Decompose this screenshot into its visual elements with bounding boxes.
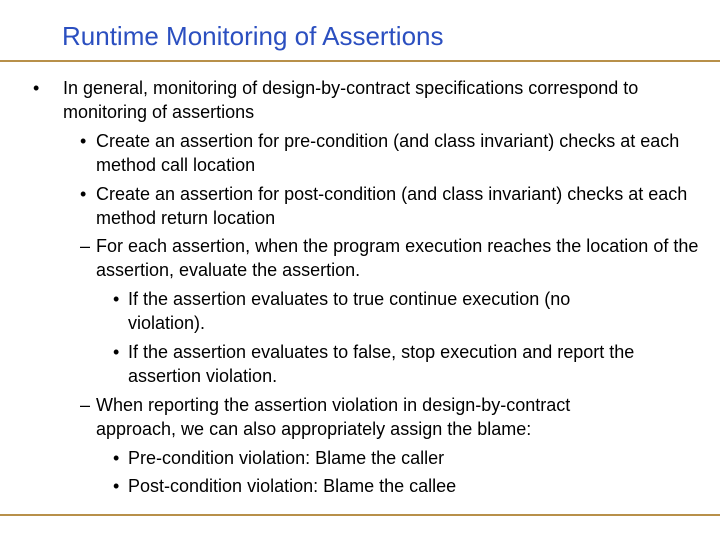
bullet-text: For each assertion, when the program execution reaches the location of the assertion, evaluate the assertion. (96, 236, 699, 280)
bullet-item (113, 287, 628, 335)
bullet-marker: • (113, 342, 120, 362)
bullet-text: Post-condition violation: Blame the callee (128, 476, 457, 496)
bullet-text: Create an assertion for post-condition (and class invariant) checks at each method return location (96, 184, 688, 228)
bullet-marker: • (80, 131, 87, 151)
bullet-marker: • (113, 289, 120, 309)
bullet-item (80, 393, 636, 441)
footer-divider (0, 514, 720, 516)
bullet-item (113, 340, 668, 388)
bullet-item (80, 129, 706, 177)
bullet-item (113, 446, 708, 470)
bullet-item (33, 76, 703, 124)
dash-marker: – (80, 236, 91, 256)
bullet-marker: • (80, 184, 87, 204)
bullet-item (113, 474, 708, 498)
dash-marker: – (80, 395, 91, 415)
bullet-marker: • (113, 448, 120, 468)
bullet-text: If the assertion evaluates to true continue execution (no violation). (128, 289, 571, 333)
slide-title: Runtime Monitoring of Assertions (62, 21, 444, 51)
bullet-text: In general, monitoring of design-by-contract specifications correspond to monitoring of assertions (63, 78, 639, 122)
title-divider (0, 60, 720, 62)
bullet-item (80, 234, 706, 282)
bullet-text: Create an assertion for pre-condition (and class invariant) checks at each method call location (96, 131, 680, 175)
bullet-text: If the assertion evaluates to false, stop execution and report the assertion violation. (128, 342, 635, 386)
bullet-item (80, 182, 706, 230)
bullet-text: Pre-condition violation: Blame the caller (128, 448, 445, 468)
bullet-marker: • (113, 476, 120, 496)
bullet-text: When reporting the assertion violation in design-by-contract approach, we can also appropriately assign the blame: (96, 395, 571, 439)
bullet-marker: • (33, 78, 40, 98)
